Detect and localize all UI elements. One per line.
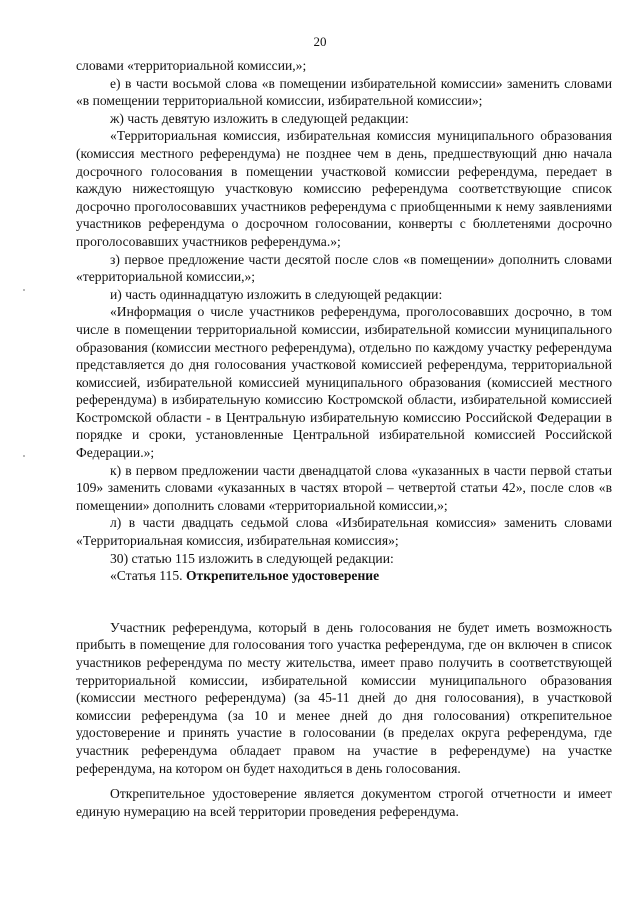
- paragraph: л) в части двадцать седьмой слова «Избирательная комиссия» заменить словами «Территориальная комиссия, избирательная комиссия»;: [76, 515, 612, 549]
- article-heading-title: Открепительное удостоверение: [185, 568, 380, 584]
- document-body: [76, 57, 612, 820]
- paragraph: «Информация о числе участников референдума, проголосовавших досрочно, в том числе в помещении территориальной комиссии, избирательной комиссии муниципального образования (комиссии местного референдума), отдельно по каждому участку референдума представляется до дня голосования участковой комиссией референдума, территориальной комиссией, избирательной комиссией муниципального образования (комиссией местного референдума) в избирательную комиссию Костромской области, избирательной комиссией Костромской области - в Центральную избирательную комиссию Российской Федерации в порядке и сроки, установленные Центральной избирательной комиссией Российской Федерации.»;: [76, 304, 612, 461]
- paragraph: словами «территориальной комиссии,»;: [76, 58, 307, 73]
- paragraph: 30) статью 115 изложить в следующей редакции:: [110, 550, 394, 566]
- paragraph: е) в части восьмой слова «в помещении избирательной комиссии» заменить словами «в помещении территориальной комиссии, избирательной комиссии»;: [76, 75, 612, 109]
- margin-mark: [23, 455, 25, 457]
- paragraph: з) первое предложение части десятой после слов «в помещении» дополнить словами «территориальной комиссии,»;: [76, 251, 612, 285]
- page-number: 20: [313, 34, 327, 49]
- article-heading: [76, 567, 612, 585]
- article-paragraph: Участник референдума, который в день голосования не будет иметь возможность прибыть в помещение для голосования того участка референдума, где он включен в список участников референдума по месту жительства, имеет право получить в соответствующей территориальной комиссии, избирательной комиссии муниципального образования (комиссии местного референдума) (за 45-11 дней до дня голосования), в участковой комиссии референдума (за 10 и менее дней до дня голосования) открепительное удостоверение и принять участие в голосовании (в пределах округа референдума, где участник референдума обладает правом на участие в референдуме) на участке референдума, на котором он будет находиться в день голосования.: [76, 619, 612, 776]
- paragraph: «Территориальная комиссия, избирательная комиссия муниципального образования (комиссия местного референдума) не позднее чем в день, предшествующий дню начала досрочного голосования в помещении участковой комиссии референдума, передает в каждую нижестоящую участковую комиссию референдума соответствующие список досрочно проголосовавших участников референдума с приобщенными к нему заявлениями участников референдума о досрочном голосовании, конверты с бюллетенями досрочно проголосовавших участников референдума.»;: [76, 128, 612, 249]
- paragraph: к) в первом предложении части двенадцатой слова «указанных в части первой статьи 109» заменить словами «указанных в частях второй – четвертой статьи 42», после слов «в помещении» дополнить словами «территориальной комиссии,»;: [76, 462, 612, 513]
- article-paragraph: Открепительное удостоверение является документом строгой отчетности и имеет единую нумерацию на всей территории проведения референдума.: [76, 786, 612, 819]
- paragraph: ж) часть девятую изложить в следующей редакции:: [110, 110, 409, 126]
- margin-mark: [23, 289, 25, 291]
- article-heading-prefix: «Статья 115.: [110, 568, 186, 584]
- paragraph: и) часть одиннадцатую изложить в следующей редакции:: [110, 286, 443, 302]
